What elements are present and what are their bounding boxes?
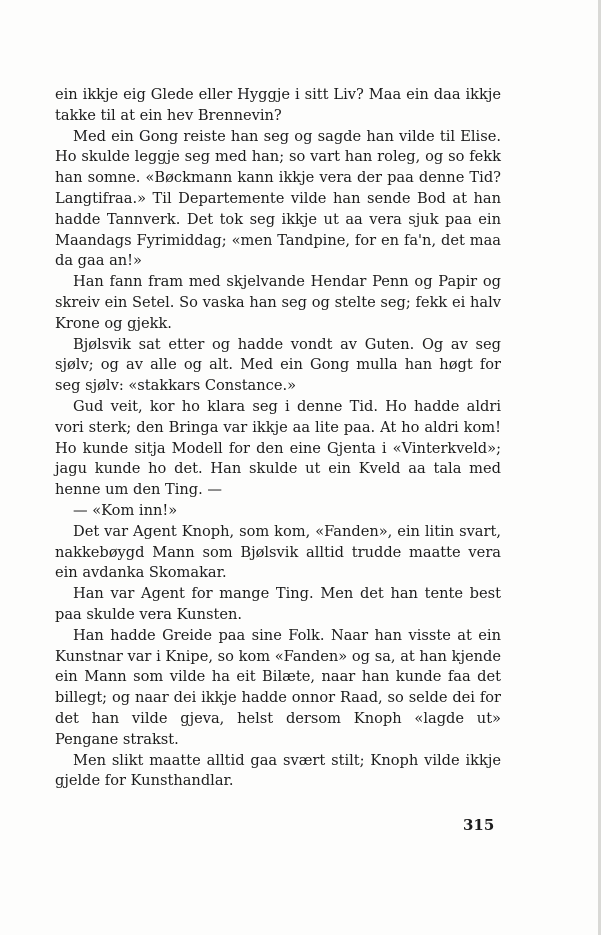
paragraph: Det var Agent Knoph, som kom, «Fanden», ein litin svart, nakkebøygd Mann som Bjølsvik alltid trudde maatte vera ein avdanka Skomakar. [55, 522, 501, 582]
paragraph: Men slikt maatte alltid gaa svært stilt; Knoph vilde ikkje gjelde for Kunsthandlar. [55, 751, 501, 790]
page-number: 315 [463, 816, 495, 834]
paragraph: Gud veit, kor ho klara seg i denne Tid. Ho hadde aldri vori sterk; den Bringa var ikkje aa lite paa. At ho aldri kom! Ho kunde sitja Modell for den eine Gjenta i «Vinterkveld»; jagu kunde ho det. Han skulde ut ein Kveld aa tala med henne um den Ting. — [55, 397, 501, 499]
paragraph: — «Kom inn!» [73, 501, 178, 519]
paragraph: ein ikkje eig Glede eller Hyggje i sitt Liv? Maa ein daa ikkje takke til at ein hev Brennevin? [55, 86, 501, 124]
paragraph: Bjølsvik sat etter og hadde vondt av Guten. Og av seg sjølv; og av alle og alt. Med ein Gong mulla han høgt for seg sjølv: «stakkars Constance.» [55, 335, 501, 395]
paragraph: Han hadde Greide paa sine Folk. Naar han visste at ein Kunstnar var i Knipe, so kom «Fanden» og sa, at han kjende ein Mann som vilde ha eit Bilæte, naar han kunde faa det billegt; og naar dei ikkje hadde onnor Raad, so selde dei for det han vilde gjeva, helst dersom Knoph «lagde ut» Pengane strakst. [55, 626, 501, 748]
paragraph: Han fann fram med skjelvande Hendar Penn og Papir og skreiv ein Setel. So vaska han seg og stelte seg; fekk ei halv Krone og gjekk. [55, 273, 501, 332]
paragraph: Med ein Gong reiste han seg og sagde han vilde til Elise. Ho skulde leggje seg med han; so vart han roleg, og so fekk han somne. «Bøckmann kann ikkje vera der paa denne Tid? Langtifraa.» Til Departemente vilde han sende Bod at han hadde Tannverk. Det tok seg ikkje ut aa vera sjuk paa ein Maandags Fyrimiddag; «men Tandpine, for en fa'n, det maa da gaa an!» [55, 127, 501, 270]
body-text [55, 85, 501, 792]
paragraph: Han var Agent for mange Ting. Men det han tente best paa skulde vera Kunsten. [55, 585, 501, 623]
